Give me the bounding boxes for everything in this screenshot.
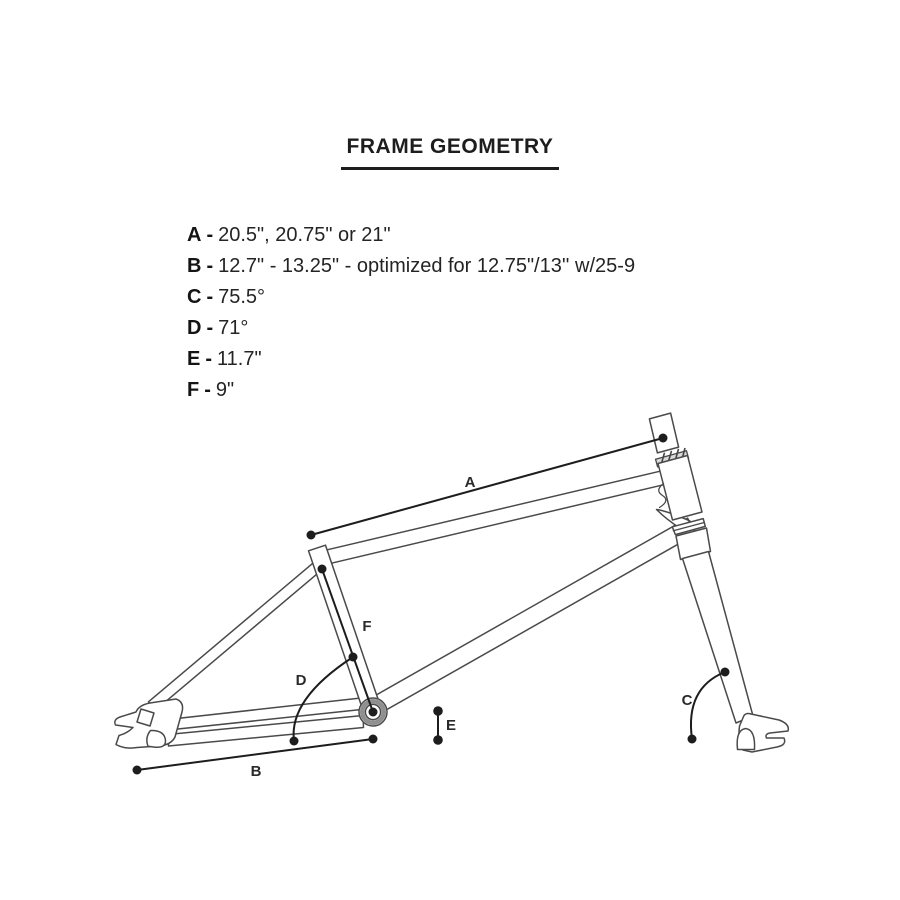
spec-separator: - <box>206 255 214 277</box>
spec-label: C <box>187 286 202 308</box>
page-title: FRAME GEOMETRY <box>341 135 560 170</box>
dim-dot <box>133 766 142 775</box>
dim-dot <box>369 735 378 744</box>
spec-separator: - <box>204 379 211 401</box>
head-tube <box>658 456 702 521</box>
spec-separator: - <box>205 348 213 370</box>
dim-dot <box>369 708 378 717</box>
dim-label-a: A <box>464 474 476 491</box>
measurement-e <box>433 706 456 745</box>
dim-label-b: B <box>250 763 262 780</box>
fork-tip-boss <box>737 729 754 750</box>
spec-label: A <box>187 224 202 246</box>
spec-label: D <box>187 317 202 339</box>
dim-dot <box>433 706 443 716</box>
spec-value: 12.7" - 13.25" - optimized for 12.75"/13'' w/25-9 <box>218 255 636 277</box>
spec-label: B <box>187 255 202 277</box>
dim-dot <box>307 531 316 540</box>
dim-dot <box>659 434 668 443</box>
steerer-tube <box>649 413 678 453</box>
spec-label: E <box>187 348 201 370</box>
dim-line-f <box>322 569 373 712</box>
spec-value: 11.7" <box>217 348 262 370</box>
spec-label: F <box>187 379 200 401</box>
dim-label-d: D <box>295 672 307 689</box>
rear-dropout-notch <box>137 709 154 726</box>
dim-label-e: E <box>445 717 457 734</box>
spec-value: 75.5° <box>218 286 266 308</box>
dim-dot <box>688 735 697 744</box>
dim-dot <box>290 737 299 746</box>
dim-label-f: F <box>362 618 372 635</box>
spec-value: 71° <box>218 317 249 339</box>
down-tube <box>371 518 697 714</box>
spec-value: 9" <box>215 379 235 401</box>
spec-separator: - <box>206 286 214 308</box>
spec-value: 20.5", 20.75" or 21" <box>218 224 391 246</box>
dim-label-c: C <box>681 692 693 709</box>
spec-separator: - <box>206 224 214 246</box>
dim-dot <box>318 565 327 574</box>
dim-dot <box>433 735 443 745</box>
dim-arc-c <box>691 672 725 739</box>
fork-leg <box>683 552 754 724</box>
rear-dropout-lobe <box>147 730 166 747</box>
dim-dot <box>721 668 730 677</box>
spec-separator: - <box>206 317 214 339</box>
